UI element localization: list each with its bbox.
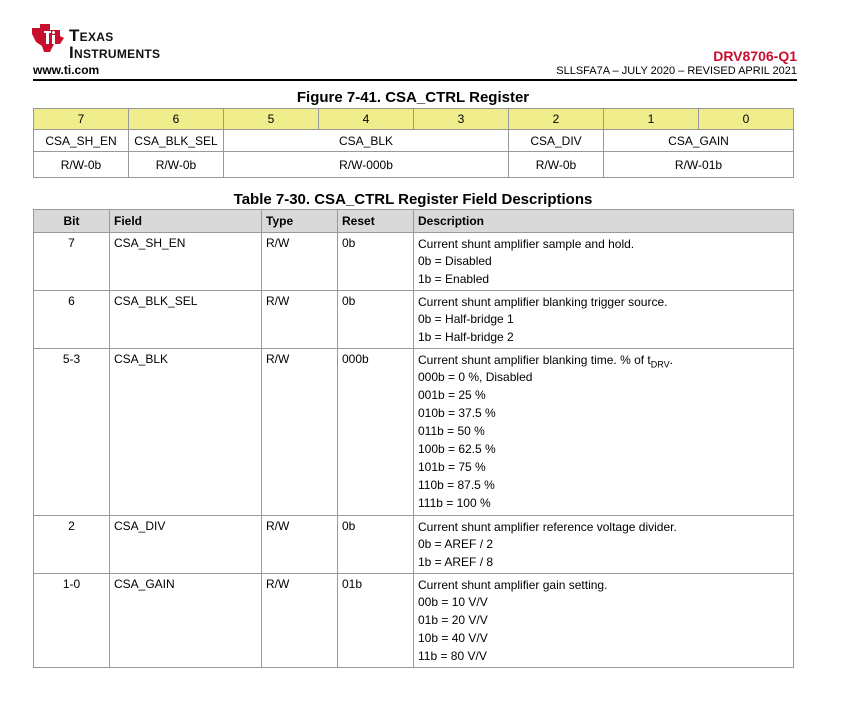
reset-value: 01b — [338, 574, 414, 668]
description-text: Current shunt amplifier blanking trigger source. — [418, 295, 668, 309]
table-row — [34, 291, 794, 349]
option-line: 100b = 62.5 % — [418, 442, 496, 456]
table-row — [34, 516, 794, 574]
option-line: 00b = 10 V/V — [418, 595, 488, 609]
option-line: 111b = 100 % — [418, 496, 491, 510]
bit-cell: 4 — [319, 109, 414, 130]
header-type: Type — [262, 210, 338, 233]
description-cell — [414, 291, 794, 349]
option-line: 1b = Enabled — [418, 272, 490, 286]
option-line: 11b = 80 V/V — [418, 649, 487, 663]
description-cell — [414, 574, 794, 668]
description-text: Current shunt amplifier gain setting. — [418, 578, 608, 592]
field-name-cell: CSA_BLK — [224, 130, 509, 152]
option-line: 010b = 37.5 % — [418, 406, 496, 420]
description-text: Current shunt amplifier sample and hold. — [418, 237, 635, 251]
ti-wordmark — [69, 27, 229, 61]
option-line: 001b = 25 % — [418, 388, 486, 402]
type-value: R/W — [262, 233, 338, 291]
header-bit: Bit — [34, 210, 110, 233]
bit-number-row — [34, 109, 794, 130]
type-value: R/W — [262, 349, 338, 516]
description-main: Current shunt amplifier blanking time. % of t — [418, 353, 651, 367]
table-row — [34, 233, 794, 291]
brand-line-2: Instruments — [69, 43, 161, 62]
table-header-row — [34, 210, 794, 233]
option-line: 10b = 40 V/V — [418, 631, 488, 645]
option-line: 0b = AREF / 2 — [418, 537, 494, 551]
header-reset: Reset — [338, 210, 414, 233]
table-row — [34, 574, 794, 668]
option-line: 0b = Disabled — [418, 254, 492, 268]
type-value: R/W — [262, 516, 338, 574]
header-divider — [33, 79, 797, 81]
bit-cell: 5 — [224, 109, 319, 130]
field-name-row — [34, 130, 794, 152]
option-line: 0b = Half-bridge 1 — [418, 312, 514, 326]
field-value: CSA_DIV — [110, 516, 262, 574]
ti-logo-icon — [30, 22, 66, 54]
bit-cell: 1 — [604, 109, 699, 130]
description-end: . — [669, 353, 673, 367]
access-cell: R/W-0b — [509, 152, 604, 178]
bit-cell: 6 — [129, 109, 224, 130]
reset-value: 000b — [338, 349, 414, 516]
access-row — [34, 152, 794, 178]
field-value: CSA_BLK — [110, 349, 262, 516]
figure-title: Figure 7-41. CSA_CTRL Register — [296, 89, 530, 106]
option-line: 1b = AREF / 8 — [418, 555, 494, 569]
description-text — [418, 352, 789, 368]
bit-value: 5-3 — [34, 349, 110, 516]
description-cell — [414, 349, 794, 516]
option-line: 101b = 75 % — [418, 460, 486, 474]
description-cell — [414, 233, 794, 291]
field-name-cell: CSA_BLK_SEL — [129, 130, 224, 152]
description-subscript: DRV — [650, 359, 670, 370]
type-value: R/W — [262, 574, 338, 668]
bit-cell: 7 — [34, 109, 129, 130]
field-value: CSA_BLK_SEL — [110, 291, 262, 349]
field-descriptions-table — [33, 209, 794, 668]
description-text: Current shunt amplifier reference voltage divider. — [418, 520, 677, 534]
bit-value: 2 — [34, 516, 110, 574]
document-info: SLLSFA7A – JULY 2020 – REVISED APRIL 2021 — [556, 65, 797, 77]
bit-cell: 0 — [699, 109, 794, 130]
field-value: CSA_SH_EN — [110, 233, 262, 291]
type-value: R/W — [262, 291, 338, 349]
bit-value: 7 — [34, 233, 110, 291]
brand-line-1: Texas — [69, 26, 114, 45]
table-title: Table 7-30. CSA_CTRL Register Field Descriptions — [233, 191, 593, 208]
option-line: 1b = Half-bridge 2 — [418, 330, 514, 344]
field-name-cell: CSA_SH_EN — [34, 130, 129, 152]
option-line: 01b = 20 V/V — [418, 613, 488, 627]
access-cell: R/W-01b — [604, 152, 794, 178]
bit-cell: 3 — [414, 109, 509, 130]
header-field: Field — [110, 210, 262, 233]
access-cell: R/W-000b — [224, 152, 509, 178]
field-name-cell: CSA_DIV — [509, 130, 604, 152]
part-number[interactable]: DRV8706-Q1 — [713, 48, 797, 64]
access-cell: R/W-0b — [129, 152, 224, 178]
bit-cell: 2 — [509, 109, 604, 130]
register-map-table — [33, 108, 794, 178]
option-line: 110b = 87.5 % — [418, 478, 495, 492]
reset-value: 0b — [338, 291, 414, 349]
reset-value: 0b — [338, 233, 414, 291]
access-cell: R/W-0b — [34, 152, 129, 178]
bit-value: 1-0 — [34, 574, 110, 668]
option-line: 000b = 0 %, Disabled — [418, 370, 533, 384]
field-value: CSA_GAIN — [110, 574, 262, 668]
option-line: 011b = 50 % — [418, 424, 485, 438]
header-description: Description — [414, 210, 794, 233]
description-cell — [414, 516, 794, 574]
bit-value: 6 — [34, 291, 110, 349]
reset-value: 0b — [338, 516, 414, 574]
table-row — [34, 349, 794, 516]
website-link[interactable]: www.ti.com — [33, 63, 100, 77]
field-name-cell: CSA_GAIN — [604, 130, 794, 152]
